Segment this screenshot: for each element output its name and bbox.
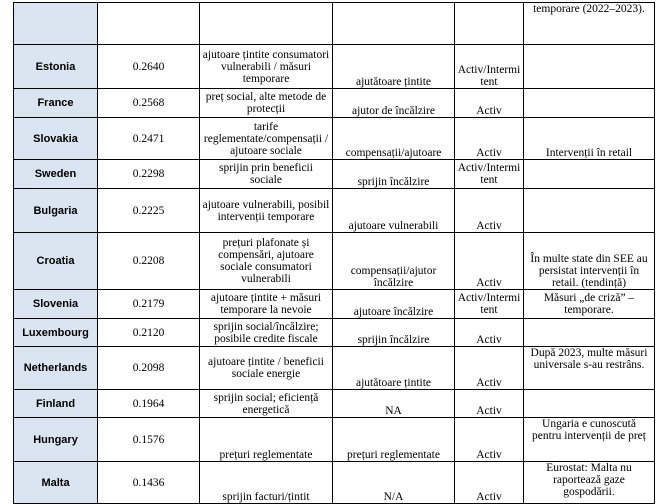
note-cell: temporare (2022–2023). [524, 3, 655, 45]
status-cell: Activ [455, 390, 524, 418]
table-row [14, 3, 655, 45]
status-cell: Activ [455, 233, 524, 290]
country-cell: Estonia [14, 45, 98, 89]
table-row [14, 347, 655, 390]
note-cell: După 2023, multe măsuri universale s-au restrâns. [524, 347, 655, 390]
measures-cell: sprijin social/încălzire; posibile credite fiscale [200, 319, 333, 347]
energy-measures-table [13, 2, 655, 504]
value-cell: 0.1576 [98, 418, 200, 462]
measures-cell: sprijin social; eficiență energetică [200, 390, 333, 418]
measures-cell: ajutoare vulnerabili, posibil intervenții temporare [200, 189, 333, 233]
country-cell: Sweden [14, 160, 98, 189]
note-cell: Ungaria e cunoscută pentru intervenții de preț [524, 418, 655, 462]
support-cell [333, 3, 455, 45]
country-cell: Bulgaria [14, 189, 98, 233]
measures-cell: ajutoare țintite + măsuri temporare la nevoie [200, 290, 333, 319]
value-cell: 0.1436 [98, 462, 200, 504]
country-cell: Hungary [14, 418, 98, 462]
country-cell: Finland [14, 390, 98, 418]
value-cell: 0.2179 [98, 290, 200, 319]
measures-cell: prețuri reglementate [200, 418, 333, 462]
measures-cell: ajutoare țintite consumatori vulnerabili / măsuri temporare [200, 45, 333, 89]
note-cell: Intervenții în retail [524, 118, 655, 160]
value-cell: 0.2471 [98, 118, 200, 160]
note-cell [524, 160, 655, 189]
note-cell: În multe state din SEE au persistat intervenții în retail. (tendință) [524, 233, 655, 290]
country-cell: Slovakia [14, 118, 98, 160]
value-cell: 0.2640 [98, 45, 200, 89]
measures-cell: sprijin prin beneficii sociale [200, 160, 333, 189]
status-cell: Activ [455, 89, 524, 118]
note-cell: Eurostat: Malta nu raportează gaze gospodării. [524, 462, 655, 504]
table-row [14, 390, 655, 418]
note-cell [524, 45, 655, 89]
support-cell: ajutor de încălzire [333, 89, 455, 118]
support-cell: ajutoare vulnerabili [333, 189, 455, 233]
country-cell: France [14, 89, 98, 118]
note-cell [524, 189, 655, 233]
support-cell: ajutoare încălzire [333, 290, 455, 319]
table-row [14, 160, 655, 189]
value-cell: 0.2225 [98, 189, 200, 233]
support-cell: prețuri reglementate [333, 418, 455, 462]
support-cell: N/A [333, 462, 455, 504]
support-cell: ajutătoare țintite [333, 45, 455, 89]
table-row [14, 418, 655, 462]
note-cell [524, 89, 655, 118]
value-cell: 0.2098 [98, 347, 200, 390]
country-cell: Netherlands [14, 347, 98, 390]
table-row [14, 290, 655, 319]
measures-cell: prețuri plafonate și compensări, ajutoare sociale consumatori vulnerabili [200, 233, 333, 290]
support-cell: compensații/ajutor încălzire [333, 233, 455, 290]
status-cell: Activ [455, 347, 524, 390]
support-cell: sprijin încălzire [333, 319, 455, 347]
value-cell: 0.2568 [98, 89, 200, 118]
support-cell: compensații/ajutoare [333, 118, 455, 160]
table-row [14, 319, 655, 347]
measures-cell: ajutoare țintite / beneficii sociale energie [200, 347, 333, 390]
country-cell [14, 3, 98, 45]
support-cell: sprijin încălzire [333, 160, 455, 189]
status-cell: Activ [455, 319, 524, 347]
status-cell: Activ/Intermitent [455, 290, 524, 319]
note-cell: Măsuri „de criză” – temporare. [524, 290, 655, 319]
measures-cell: sprijin facturi/țintit [200, 462, 333, 504]
support-cell: ajutătoare țintite [333, 347, 455, 390]
value-cell: 0.2298 [98, 160, 200, 189]
table-row [14, 233, 655, 290]
status-cell: Activ [455, 418, 524, 462]
value-cell [98, 3, 200, 45]
table-row [14, 189, 655, 233]
measures-cell [200, 3, 333, 45]
measures-cell: tarife reglementate/compensații / ajutoare sociale [200, 118, 333, 160]
country-cell: Luxembourg [14, 319, 98, 347]
status-cell: Activ/Intermitent [455, 160, 524, 189]
status-cell: Activ [455, 189, 524, 233]
note-cell [524, 390, 655, 418]
status-cell: Activ [455, 462, 524, 504]
table-row [14, 462, 655, 504]
status-cell [455, 3, 524, 45]
value-cell: 0.2120 [98, 319, 200, 347]
country-cell: Slovenia [14, 290, 98, 319]
status-cell: Activ/Intermitent [455, 45, 524, 89]
country-cell: Croatia [14, 233, 98, 290]
value-cell: 0.1964 [98, 390, 200, 418]
note-cell [524, 319, 655, 347]
table-row [14, 89, 655, 118]
status-cell: Activ [455, 118, 524, 160]
measures-cell: preț social, alte metode de protecții [200, 89, 333, 118]
table-row [14, 45, 655, 89]
country-cell: Malta [14, 462, 98, 504]
support-cell: NA [333, 390, 455, 418]
value-cell: 0.2208 [98, 233, 200, 290]
table-row [14, 118, 655, 160]
